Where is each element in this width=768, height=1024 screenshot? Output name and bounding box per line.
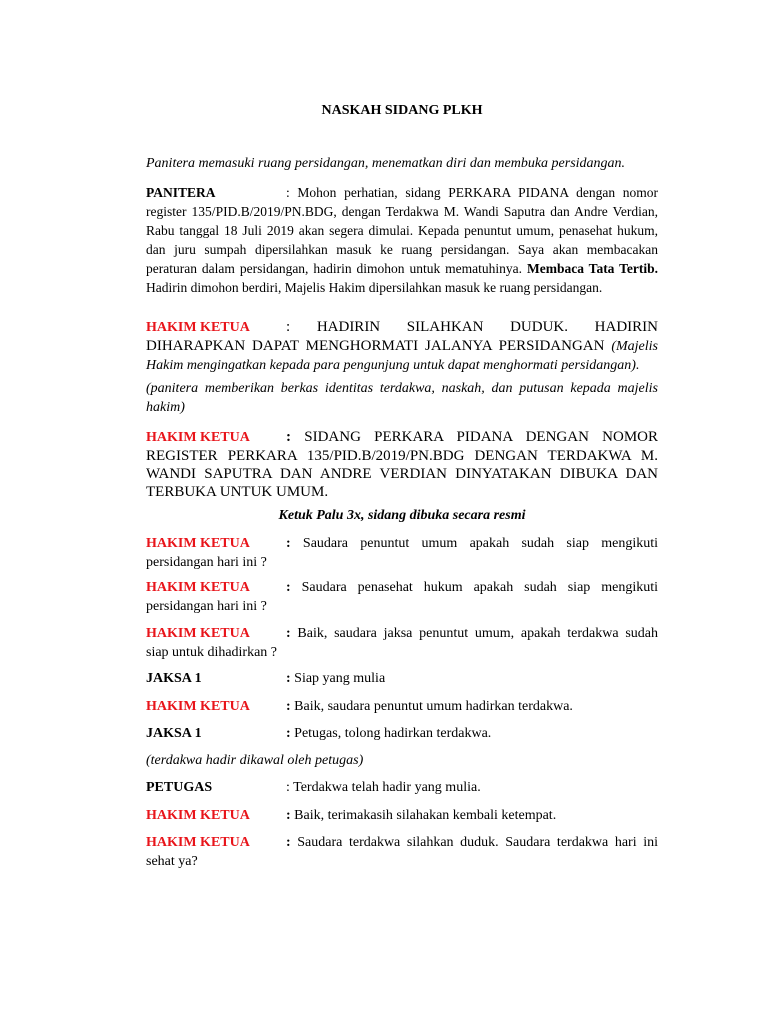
dialogue-line-8 xyxy=(146,807,658,826)
speaker-label: HAKIM KETUA xyxy=(146,835,250,850)
hakim-block-1 xyxy=(146,318,658,375)
dialogue-text: Baik, terimakasih silahakan kembali ketempat. xyxy=(290,808,557,823)
stage-note-2: Ketuk Palu 3x, sidang dibuka secara resmi xyxy=(278,508,526,523)
dialogue-text: Siap yang mulia xyxy=(290,671,386,686)
colon: : xyxy=(286,536,291,551)
speaker-label: HAKIM KETUA xyxy=(146,808,250,823)
dialogue-text: Saudara penasehat hukum apakah sudah siap mengikuti persidangan hari ini ? xyxy=(146,580,658,614)
dialogue-text: Baik, saudara penuntut umum hadirkan terdakwa. xyxy=(290,699,573,714)
dialogue-text: : Mohon perhatian, sidang PERKARA PIDANA dengan nomor register 135/PID.B/2019/PN.BDG, dengan Terdakwa M. Wandi Saputra dan Andre Verdian, Rabu tanggal 18 Juli 2019 akan segera dimulai. Kepada penuntut umum, penasehat hukum, dan juru sumpah dipersilahkan masuk ke ruang persidangan. Saya akan membacakan peraturan dalam persidangan, hadirin dimohon untuk mematuhinya. xyxy=(146,185,658,276)
speaker-label: JAKSA 1 xyxy=(146,726,202,741)
dialogue-line-6 xyxy=(146,725,658,744)
stage-note-1: (panitera memberikan berkas identitas terdakwa, naskah, dan putusan kepada majelis hakim) xyxy=(146,381,658,415)
colon: : xyxy=(286,699,291,714)
dialogue-line-5 xyxy=(146,698,658,717)
speaker-label: JAKSA 1 xyxy=(146,671,202,686)
colon: : xyxy=(286,808,291,823)
colon: : xyxy=(286,726,291,741)
colon: : xyxy=(286,626,291,641)
colon: : xyxy=(286,835,291,850)
dialogue-line-2 xyxy=(146,579,658,616)
dialogue-text: Baik, saudara jaksa penuntut umum, apakah terdakwa sudah siap untuk dihadirkan ? xyxy=(146,626,658,660)
dialogue-text: : HADIRIN SILAHKAN DUDUK. HADIRIN DIHARAPKAN DAPAT MENGHORMATI JALANYA PERSIDANGAN xyxy=(146,319,658,354)
colon: : xyxy=(286,429,291,445)
speaker-label: PANITERA xyxy=(146,185,216,200)
colon: : xyxy=(286,671,291,686)
dialogue-line-9 xyxy=(146,834,658,871)
dialogue-line-1 xyxy=(146,535,658,572)
speaker-label: PETUGAS xyxy=(146,780,213,795)
speaker-label: HAKIM KETUA xyxy=(146,430,250,445)
dialogue-text: Saudara penuntut umum apakah sudah siap mengikuti persidangan hari ini ? xyxy=(146,536,658,570)
dialogue-line-3 xyxy=(146,625,658,662)
speaker-label: HAKIM KETUA xyxy=(146,580,250,595)
dialogue-line-7 xyxy=(146,779,658,798)
intro-note: Panitera memasuki ruang persidangan, menematkan diri dan membuka persidangan. xyxy=(146,156,626,171)
panitera-block xyxy=(146,183,658,297)
speaker-label: HAKIM KETUA xyxy=(146,320,250,335)
dialogue-bold-text: Membaca Tata Tertib. xyxy=(527,261,659,276)
stage-note-3: (terdakwa hadir dikawal oleh petugas) xyxy=(146,753,364,768)
dialogue-text: : Terdakwa telah hadir yang mulia. xyxy=(286,780,481,795)
dialogue-text: Hadirin dimohon berdiri, Majelis Hakim dipersilahkan masuk ke ruang persidangan. xyxy=(146,280,603,295)
document-title: NASKAH SIDANG PLKH xyxy=(321,103,483,118)
speaker-label: HAKIM KETUA xyxy=(146,536,250,551)
dialogue-line-4 xyxy=(146,670,658,689)
dialogue-text: SIDANG PERKARA PIDANA DENGAN NOMOR REGISTER PERKARA 135/PID.B/2019/PN.BDG DENGAN TERDAKWA M. WANDI SAPUTRA DAN ANDRE VERDIAN DINYATAKAN DIBUKA DAN TERBUKA UNTUK UMUM. xyxy=(146,429,658,500)
speaker-label: HAKIM KETUA xyxy=(146,626,250,641)
dialogue-text: Saudara terdakwa silahkan duduk. Saudara terdakwa hari ini sehat ya? xyxy=(146,835,658,869)
colon: : xyxy=(286,580,291,595)
dialogue-italic-text: (Majelis Hakim mengingatkan kepada para pengunjung untuk dapat menghormati persidangan). xyxy=(146,339,658,373)
dialogue-text: Petugas, tolong hadirkan terdakwa. xyxy=(290,726,492,741)
speaker-label: HAKIM KETUA xyxy=(146,699,250,714)
hakim-block-2 xyxy=(146,428,658,501)
